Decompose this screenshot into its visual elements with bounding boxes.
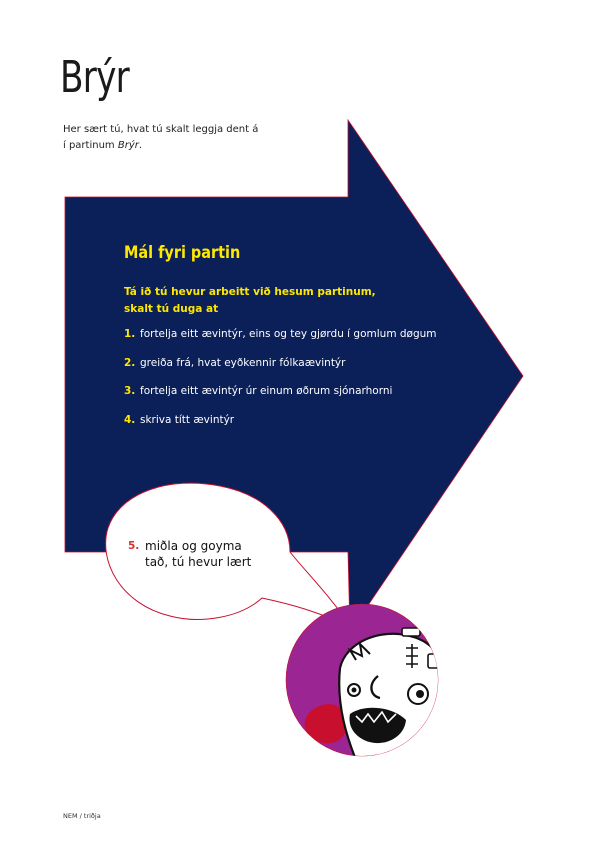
goal-number: 2. (124, 356, 136, 369)
intro-line-1: Her sært tú, hvat tú skalt leggja dent á (63, 124, 259, 135)
bubble-number: 5. (128, 540, 140, 552)
goal-item-2 (124, 357, 437, 386)
goal-item-1 (124, 328, 437, 357)
intro-part-name: Brýr (117, 140, 139, 151)
goal-text: fortelja eitt ævintýr úr einum øðrum sjónarhorni (140, 385, 393, 397)
goal-text: fortelja eitt ævintýr, eins og tey gjørdu í gomlum døgum (140, 328, 437, 340)
panel-subheading: Tá ið tú hevur arbeitt við hesum partinum, skalt tú duga at (124, 286, 376, 315)
bubble-text: miðla og goyma tað, tú hevur lært (145, 539, 252, 569)
cartoon-character-icon (286, 604, 446, 760)
goal-item-3 (124, 385, 437, 414)
intro-prefix: í partinum (63, 140, 118, 151)
bubble-goal (128, 538, 268, 570)
panel-heading: Mál fyri partin (124, 243, 241, 263)
page-title: Brýr (60, 52, 129, 103)
page-footer: NEM / triðja (63, 812, 101, 820)
goal-text: greiða frá, hvat eyðkennir fólkaævintýr (140, 356, 346, 369)
goal-number: 1. (124, 328, 136, 340)
goal-number: 4. (124, 413, 136, 426)
goal-text: skriva títt ævintýr (140, 413, 235, 426)
goal-list (124, 328, 437, 442)
goal-number: 3. (124, 385, 136, 397)
goal-item-4 (124, 414, 437, 443)
intro-suffix: . (138, 140, 143, 151)
